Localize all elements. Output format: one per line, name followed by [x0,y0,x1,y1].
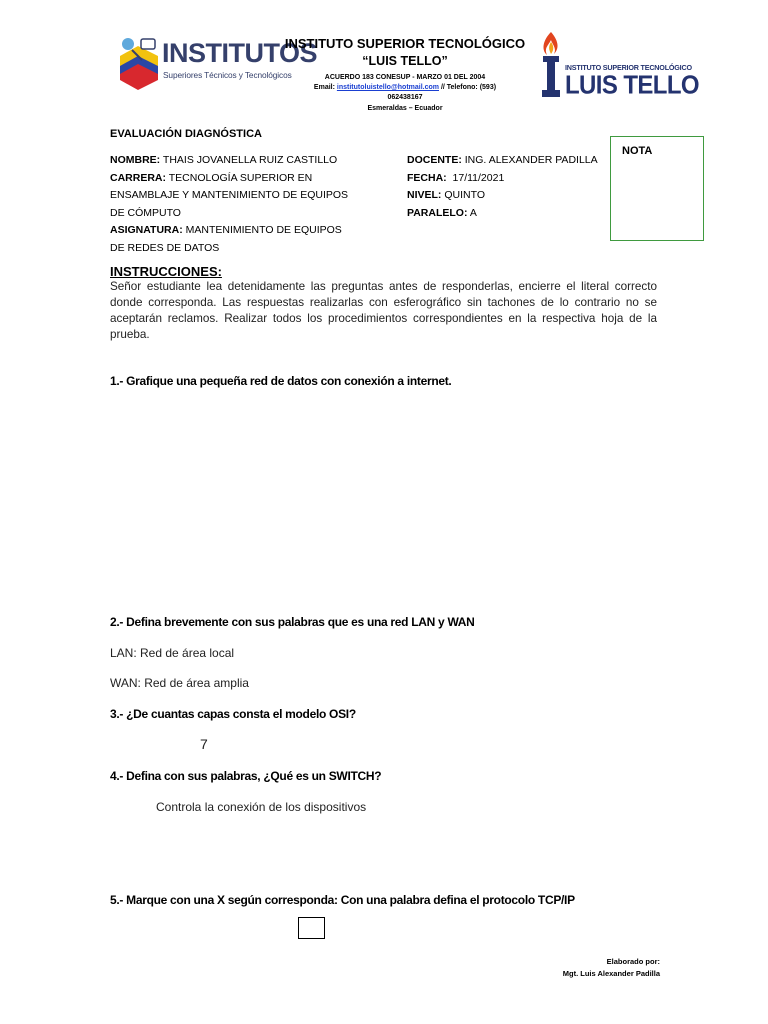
carrera-value-3: DE CÓMPUTO [110,206,181,219]
course-info [407,152,617,222]
carrera-row [110,170,380,188]
grade-box[interactable] [610,136,704,241]
nombre-row [110,152,380,170]
nombre-label: NOMBRE: [110,154,161,166]
agreement-line: ACUERDO 183 CONESUP - MARZO 01 DEL 2004 [324,74,486,81]
instructions-text: Señor estudiante lea detenidamente las preguntas antes de responderlas, encierre el literal correcto donde corresponda. Las respuestas realizarlas con esferográfico sin tachones de lo contrario no se aceptarán reclamos. Realizar todos los procedimientos correspondientes en la respectiva hoja de la prueba. [110,280,657,341]
docente-value: ING. ALEXANDER PADILLA [464,154,598,166]
asignatura-value-2: DE REDES DE DATOS [110,241,220,254]
nivel-row [407,187,617,205]
question-5: 5.- Marque con una X según corresponda: Con una palabra defina el protocolo TCP/IP [110,893,575,907]
phone-label: // Telefono: (593) [440,84,497,91]
question-4: 4.- Defina con sus palabras, ¿Qué es un SWITCH? [110,769,382,783]
docente-label: DOCENTE: [407,154,462,166]
footer-line-2: Mgt. Luis Alexander Padilla [562,969,660,978]
institution-name: INSTITUTO SUPERIOR TECNOLÓGICO [284,36,526,51]
answer-2-lan: LAN: Red de área local [110,646,235,660]
student-info [110,152,380,257]
carrera-value-2: ENSAMBLAJE Y MANTENIMIENTO DE EQUIPOS [110,189,349,201]
location-line: Esmeraldas – Ecuador [367,105,443,112]
fecha-label: FECHA: [407,171,447,184]
nivel-label: NIVEL: [407,189,442,201]
luis-tello-subtitle: INSTITUTO SUPERIOR TECNOLÓGICO [565,63,692,72]
question-3: 3.- ¿De cuantas capas consta el modelo OSI? [110,707,356,721]
answer-3: 7 [200,736,208,752]
carrera-value-1: TECNOLOGÍA SUPERIOR EN [168,171,313,184]
answer-4: Controla la conexión de los dispositivos [156,800,367,814]
contact-line [280,83,530,93]
email-link[interactable]: institutoluistello@hotmail.com [336,84,439,91]
fecha-value: 17/11/2021 [452,171,505,184]
email-label: Email: [313,84,335,91]
asignatura-row [110,222,380,240]
luis-tello-logo [538,30,699,102]
instructions-title: INSTRUCCIONES: [110,264,222,279]
institution-header [280,35,530,114]
institutos-subtitle: Superiores Técnicos y Tecnológicos [163,70,292,80]
asignatura-label: ASIGNATURA: [110,224,183,236]
paralelo-row [407,205,617,223]
luis-tello-wordmark: LUIS TELLO [565,71,699,101]
footer-line-1: Elaborado por: [606,957,660,966]
institution-subname: “LUIS TELLO” [362,54,448,68]
docente-row [407,152,617,170]
institutos-emblem-icon [114,36,164,90]
grade-label: NOTA [622,145,653,157]
footer-credit [520,956,660,980]
question-1: 1.- Grafique una pequeña red de datos con conexión a internet. [110,374,452,388]
phone-number: 062438167 [387,94,423,101]
paralelo-value: A [469,206,477,219]
question-2: 2.- Defina brevemente con sus palabras que es una red LAN y WAN [110,615,475,629]
asignatura-value-1: MANTENIMIENTO DE EQUIPOS [185,224,342,236]
torch-icon [538,30,564,100]
nombre-value: THAIS JOVANELLA RUIZ CASTILLO [162,154,338,166]
paralelo-label: PARALELO: [407,206,468,219]
nivel-value: QUINTO [444,189,485,201]
institutos-wordmark: INSTITUTOS [162,38,318,68]
answer-2-wan: WAN: Red de área amplia [110,676,249,690]
fecha-row [407,170,617,188]
institutos-logo [112,36,318,92]
carrera-label: CARRERA: [110,171,166,184]
evaluation-title: EVALUACIÓN DIAGNÓSTICA [110,128,262,140]
answer-5-checkbox[interactable] [298,917,325,939]
